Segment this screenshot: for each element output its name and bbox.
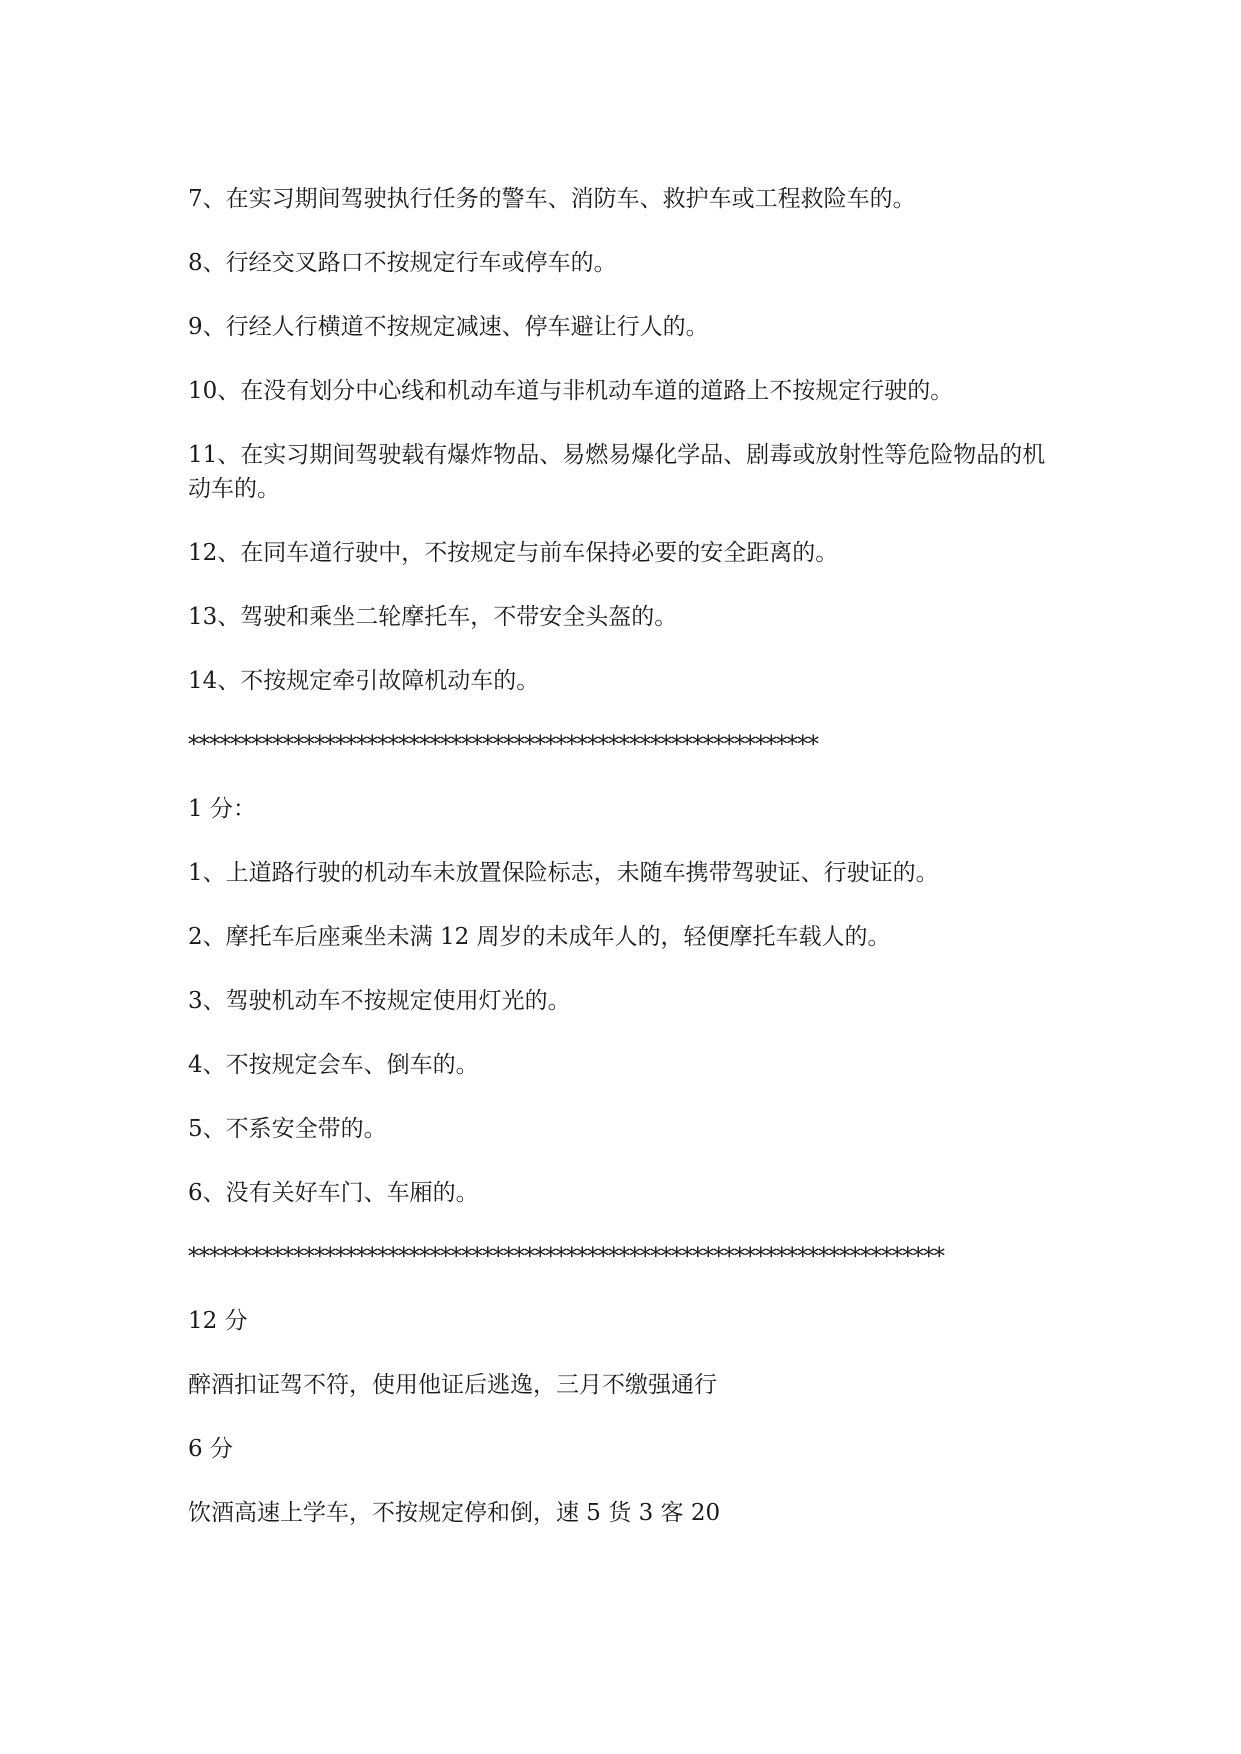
list-item: 8、行经交叉路口不按规定行车或停车的。 (188, 250, 617, 276)
list-item: 6、没有关好车门、车厢的。 (188, 1180, 479, 1206)
list-item: 7、在实习期间驾驶执行任务的警车、消防车、救护车或工程救险车的。 (188, 186, 916, 212)
list-item: 4、不按规定会车、倒车的。 (188, 1052, 479, 1078)
mnemonic-line: 饮酒高速上学车，不按规定停和倒，速 5 货 3 客 20 (188, 1500, 721, 1526)
section-heading: 6 分 (188, 1436, 233, 1462)
document-body (188, 182, 1058, 1560)
list-item: 11、在实习期间驾驶载有爆炸物品、易燃易爆化学品、剧毒或放射性等危险物品的机动车的。 (188, 442, 1046, 502)
mnemonic-line: 醉酒扣证驾不符，使用他证后逃逸，三月不缴强通行 (188, 1372, 717, 1398)
list-item: 12、在同车道行驶中，不按规定与前车保持必要的安全距离的。 (188, 540, 839, 566)
list-item: 2、摩托车后座乘坐未满 12 周岁的未成年人的，轻便摩托车载人的。 (188, 924, 891, 950)
list-item: 10、在没有划分中心线和机动车道与非机动车道的道路上不按规定行驶的。 (188, 378, 954, 404)
list-item: 5、不系安全带的。 (188, 1116, 387, 1142)
list-item: 13、驾驶和乘坐二轮摩托车，不带安全头盔的。 (188, 604, 678, 630)
list-item: 3、驾驶机动车不按规定使用灯光的。 (188, 988, 571, 1014)
section-heading: 12 分 (188, 1308, 248, 1334)
list-item: 14、不按规定牵引故障机动车的。 (188, 668, 540, 694)
list-item: 1、上道路行驶的机动车未放置保险标志，未随车携带驾驶证、行驶证的。 (188, 860, 939, 886)
separator-line: ************************************************************************ (188, 1244, 944, 1270)
separator-line: ************************************************************ (188, 732, 818, 758)
section-heading: 1 分： (188, 796, 256, 822)
list-item: 9、行经人行横道不按规定减速、停车避让行人的。 (188, 314, 709, 340)
